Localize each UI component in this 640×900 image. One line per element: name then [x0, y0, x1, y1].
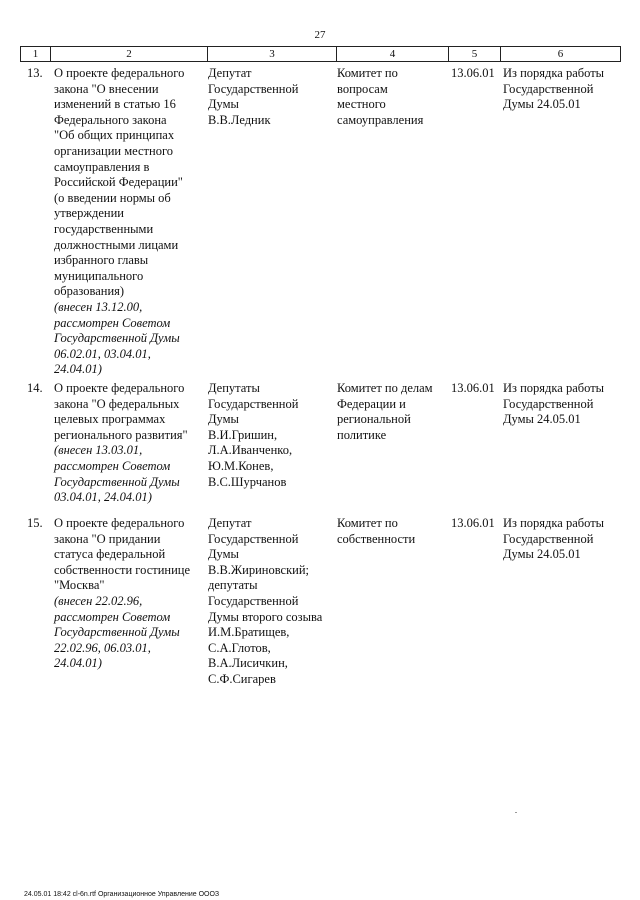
author-line: Думы второго созыва [208, 609, 323, 624]
source-line: Государственной [503, 81, 594, 96]
bill-title-line: должностными лицами [54, 237, 179, 252]
bill-title-line: О проекте федерального [54, 66, 185, 80]
column-header-table [20, 46, 621, 62]
author-line: В.В.Ледник [208, 112, 271, 127]
row-number: 13. [27, 66, 43, 80]
bill-note-line: (внесен 13.12.00, [54, 299, 143, 314]
source-cell [503, 516, 623, 563]
author-line: Государственной [208, 531, 299, 546]
bill-note-line: Государственной Думы [54, 331, 180, 346]
bill-note-line: Государственной Думы [54, 474, 180, 489]
author-line: Ю.М.Конев, [208, 458, 274, 473]
source-line: Думы 24.05.01 [503, 412, 581, 427]
bill-note-line: 03.04.01, 24.04.01) [54, 490, 152, 505]
bill-note-line: (внесен 13.03.01, [54, 443, 143, 458]
bill-title-line: закона "О придании [54, 531, 161, 546]
author-line: В.А.Лисичкин, [208, 656, 288, 671]
bill-note-line: рассмотрен Советом [54, 315, 171, 330]
author-line: Государственной [208, 81, 299, 96]
scan-speck [515, 812, 517, 813]
author-line: Л.А.Иванченко, [208, 443, 293, 458]
committee-cell [337, 516, 449, 547]
source-line: Из порядка работы [503, 516, 605, 530]
bill-note-line: Государственной Думы [54, 625, 180, 640]
bill-title-line: утверждении [54, 206, 124, 221]
bill-title-line: избранного главы [54, 253, 149, 268]
bill-title-line: (о введении нормы об [54, 190, 171, 205]
bill-title-line: муниципального [54, 268, 144, 283]
bill-note-line: 24.04.01) [54, 656, 102, 671]
source-cell [503, 66, 623, 113]
bill-title-line: самоуправления в [54, 159, 150, 174]
committee-line: вопросам [337, 81, 388, 96]
committee-line: самоуправления [337, 112, 424, 127]
bill-title-line: закона "О федеральных [54, 396, 180, 411]
bill-title-line: закона "О внесении [54, 81, 159, 96]
date-value: 13.06.01 [451, 66, 495, 80]
date-cell [451, 66, 499, 82]
author-line: В.В.Жириновский; [208, 562, 309, 577]
author-line: депутаты [208, 578, 258, 593]
bill-note-line: рассмотрен Советом [54, 458, 171, 473]
author-cell [208, 516, 334, 688]
author-line: Государственной [208, 396, 299, 411]
author-line: Депутаты [208, 381, 260, 395]
bill-title-line: изменений в статью 16 [54, 97, 176, 112]
date-cell [451, 381, 499, 397]
author-cell [208, 381, 334, 490]
bill-title-cell [54, 381, 204, 506]
date-cell [451, 516, 499, 532]
source-line: Думы 24.05.01 [503, 547, 581, 562]
bill-note-line: (внесен 22.02.96, [54, 593, 143, 608]
page-number: 27 [314, 29, 326, 41]
bill-title-line: собственности гостинице [54, 562, 191, 577]
bill-title-line: статуса федеральной [54, 547, 166, 562]
column-header: 4 [337, 47, 449, 62]
committee-line: Комитет по делам [337, 381, 433, 395]
column-header: 3 [208, 47, 337, 62]
bill-title-line: О проекте федерального [54, 381, 185, 395]
committee-line: политике [337, 427, 387, 442]
author-cell [208, 66, 334, 128]
author-line: Государственной [208, 593, 299, 608]
bill-title-line: Российской Федерации" [54, 175, 183, 190]
source-line: Государственной [503, 531, 594, 546]
column-header: 1 [21, 47, 51, 62]
date-value: 13.06.01 [451, 381, 495, 395]
bill-title-cell [54, 66, 204, 378]
committee-line: Комитет по [337, 516, 398, 530]
committee-line: региональной [337, 412, 411, 427]
bill-title-line: целевых программах [54, 412, 166, 427]
bill-note-line: 24.04.01) [54, 362, 102, 377]
author-line: Думы [208, 97, 239, 112]
row-number: 14. [27, 381, 43, 395]
source-cell [503, 381, 623, 428]
bill-title-line: образования) [54, 284, 125, 299]
author-line: С.Ф.Сигарев [208, 671, 276, 686]
author-line: И.М.Братищев, [208, 625, 290, 640]
bill-note-line: 06.02.01, 03.04.01, [54, 346, 151, 361]
bill-title-line: О проекте федерального [54, 516, 185, 530]
author-line: Депутат [208, 516, 252, 530]
committee-cell [337, 66, 449, 128]
committee-line: Федерации и [337, 396, 406, 411]
author-line: С.А.Глотов, [208, 640, 271, 655]
column-header: 6 [501, 47, 621, 62]
committee-line: собственности [337, 531, 416, 546]
bill-title-line: регионального развития" [54, 427, 188, 442]
author-line: Думы [208, 547, 239, 562]
column-header: 5 [449, 47, 501, 62]
bill-title-line: организации местного [54, 143, 174, 158]
source-line: Думы 24.05.01 [503, 97, 581, 112]
document-footer: 24.05.01 18:42 cl-6n.rtf Организационное Управление ОООЗ [24, 891, 220, 898]
column-header: 2 [51, 47, 208, 62]
column-header-row [21, 47, 621, 62]
committee-line: Комитет по [337, 66, 398, 80]
source-line: Из порядка работы [503, 381, 605, 395]
row-number: 15. [27, 516, 43, 530]
bill-title-cell [54, 516, 204, 672]
source-line: Из порядка работы [503, 66, 605, 80]
author-line: В.И.Гришин, [208, 427, 278, 442]
date-value: 13.06.01 [451, 516, 495, 530]
bill-note-line: 22.02.96, 06.03.01, [54, 640, 151, 655]
bill-title-line: "Москва" [54, 578, 105, 593]
bill-note-line: рассмотрен Советом [54, 609, 171, 624]
bill-title-line: Федерального закона [54, 112, 167, 127]
committee-cell [337, 381, 449, 443]
source-line: Государственной [503, 396, 594, 411]
author-line: В.С.Шурчанов [208, 474, 287, 489]
bill-title-line: государственными [54, 221, 154, 236]
committee-line: местного [337, 97, 386, 112]
bill-title-line: "Об общих принципах [54, 128, 175, 143]
author-line: Депутат [208, 66, 252, 80]
author-line: Думы [208, 412, 239, 427]
